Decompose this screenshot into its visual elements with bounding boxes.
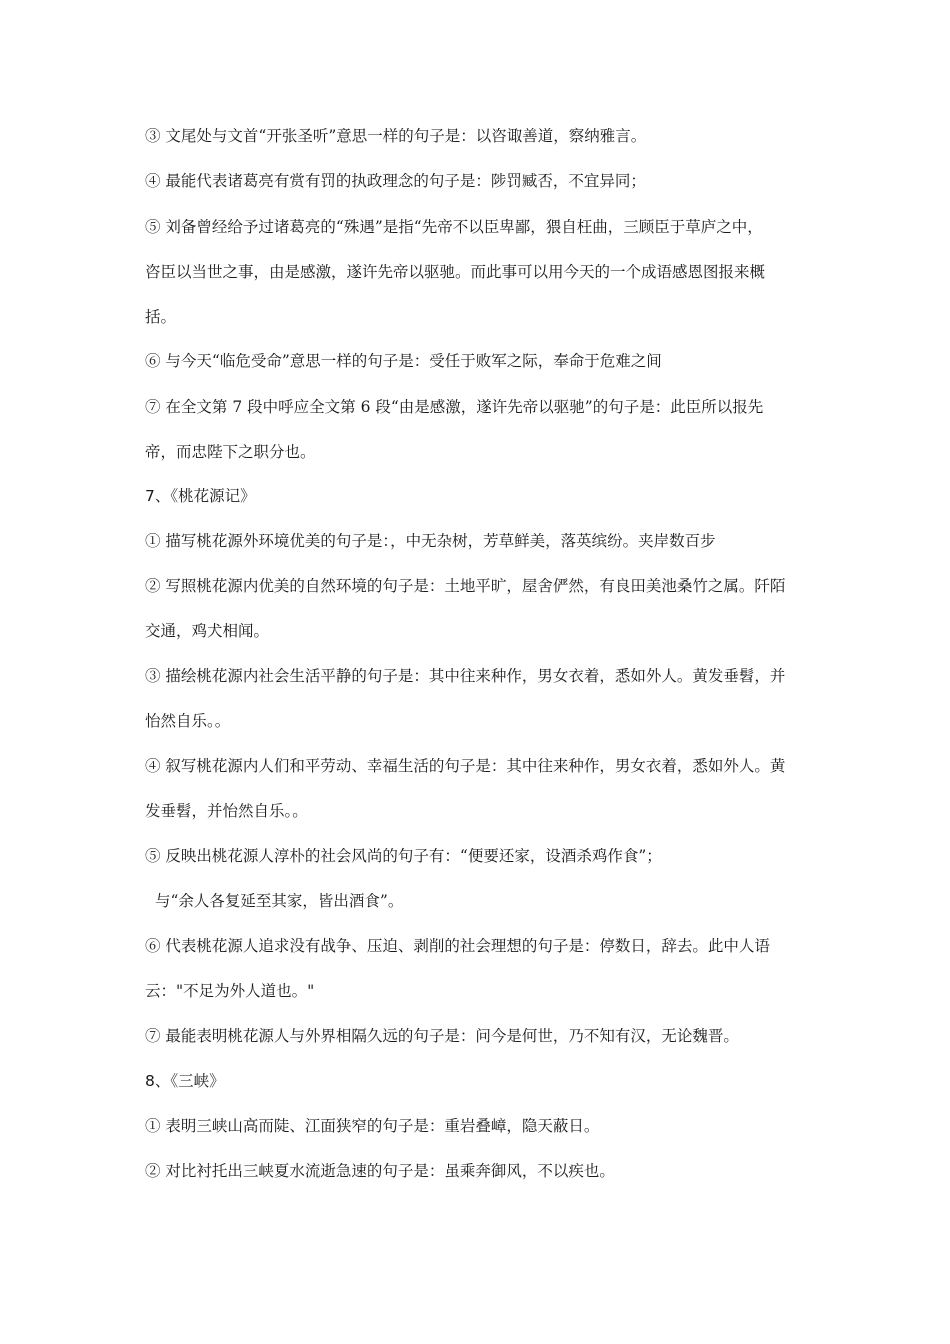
- text-line: 发垂髫，并怡然自乐。。: [145, 802, 308, 820]
- text-line: 咨臣以当世之事，由是感激，遂许先帝以驱驰。而此事可以用今天的一个成语感恩图报来概: [145, 263, 766, 281]
- text-line: ② 写照桃花源内优美的自然环境的句子是：土地平旷，屋舍俨然，有良田美池桑竹之属。阡陌: [145, 577, 786, 595]
- text-line: 怡然自乐。。: [145, 712, 231, 730]
- text-line: 与“余人各复延至其家，皆出酒食”。: [155, 892, 404, 910]
- text-line: ⑦ 在全文第 7 段中呼应全文第 6 段“由是感激，遂许先帝以驱驰”的句子是：此臣所以报先: [145, 398, 764, 416]
- text-line: ⑤ 反映出桃花源人淳朴的社会风尚的句子有：“便要还家，设酒杀鸡作食”；: [145, 847, 662, 865]
- section-heading: 8、《三峡》: [145, 1072, 225, 1090]
- section-heading: 7、《桃花源记》: [145, 487, 256, 505]
- text-line: 括。: [145, 308, 177, 326]
- text-line: ⑥ 与今天“临危受命”意思一样的句子是：受任于败军之际，奉命于危难之间: [145, 352, 662, 370]
- text-line: ① 表明三峡山高而陡、江面狭窄的句子是：重岩叠嶂，隐天蔽日。: [145, 1117, 600, 1135]
- text-line: ③ 文尾处与文首“开张圣听”意思一样的句子是：以咨诹善道，察纳雅言。: [145, 127, 647, 145]
- text-line: 交通，鸡犬相闻。: [145, 622, 270, 640]
- text-line: ① 描写桃花源外环境优美的句子是：，中无杂树，芳草鲜美，落英缤纷。夹岸数百步: [145, 532, 716, 550]
- text-line: ② 对比衬托出三峡夏水流逝急速的句子是：虽乘奔御风，不以疾也。: [145, 1162, 615, 1180]
- text-line: ④ 叙写桃花源内人们和平劳动、幸福生活的句子是：其中往来种作，男女衣着，悉如外人。黄: [145, 757, 786, 775]
- text-line: ⑦ 最能表明桃花源人与外界相隔久远的句子是：问今是何世，乃不知有汉，无论魏晋。: [145, 1027, 739, 1045]
- text-line: ③ 描绘桃花源内社会生活平静的句子是：其中往来种作，男女衣着，悉如外人。黄发垂髫，并: [145, 667, 786, 685]
- text-line: 云："不足为外人道也。": [145, 982, 315, 1000]
- text-line: ⑥ 代表桃花源人追求没有战争、压迫、剥削的社会理想的句子是：停数日，辞去。此中人语: [145, 937, 770, 955]
- text-line: 帝，而忠陛下之职分也。: [145, 443, 316, 461]
- text-line: ④ 最能代表诸葛亮有赏有罚的执政理念的句子是：陟罚臧否，不宜异同；: [145, 172, 646, 190]
- text-line: ⑤ 刘备曾经给予过诸葛亮的“殊遇”是指“先帝不以臣卑鄙，猥自枉曲，三顾臣于草庐之中，: [145, 218, 763, 236]
